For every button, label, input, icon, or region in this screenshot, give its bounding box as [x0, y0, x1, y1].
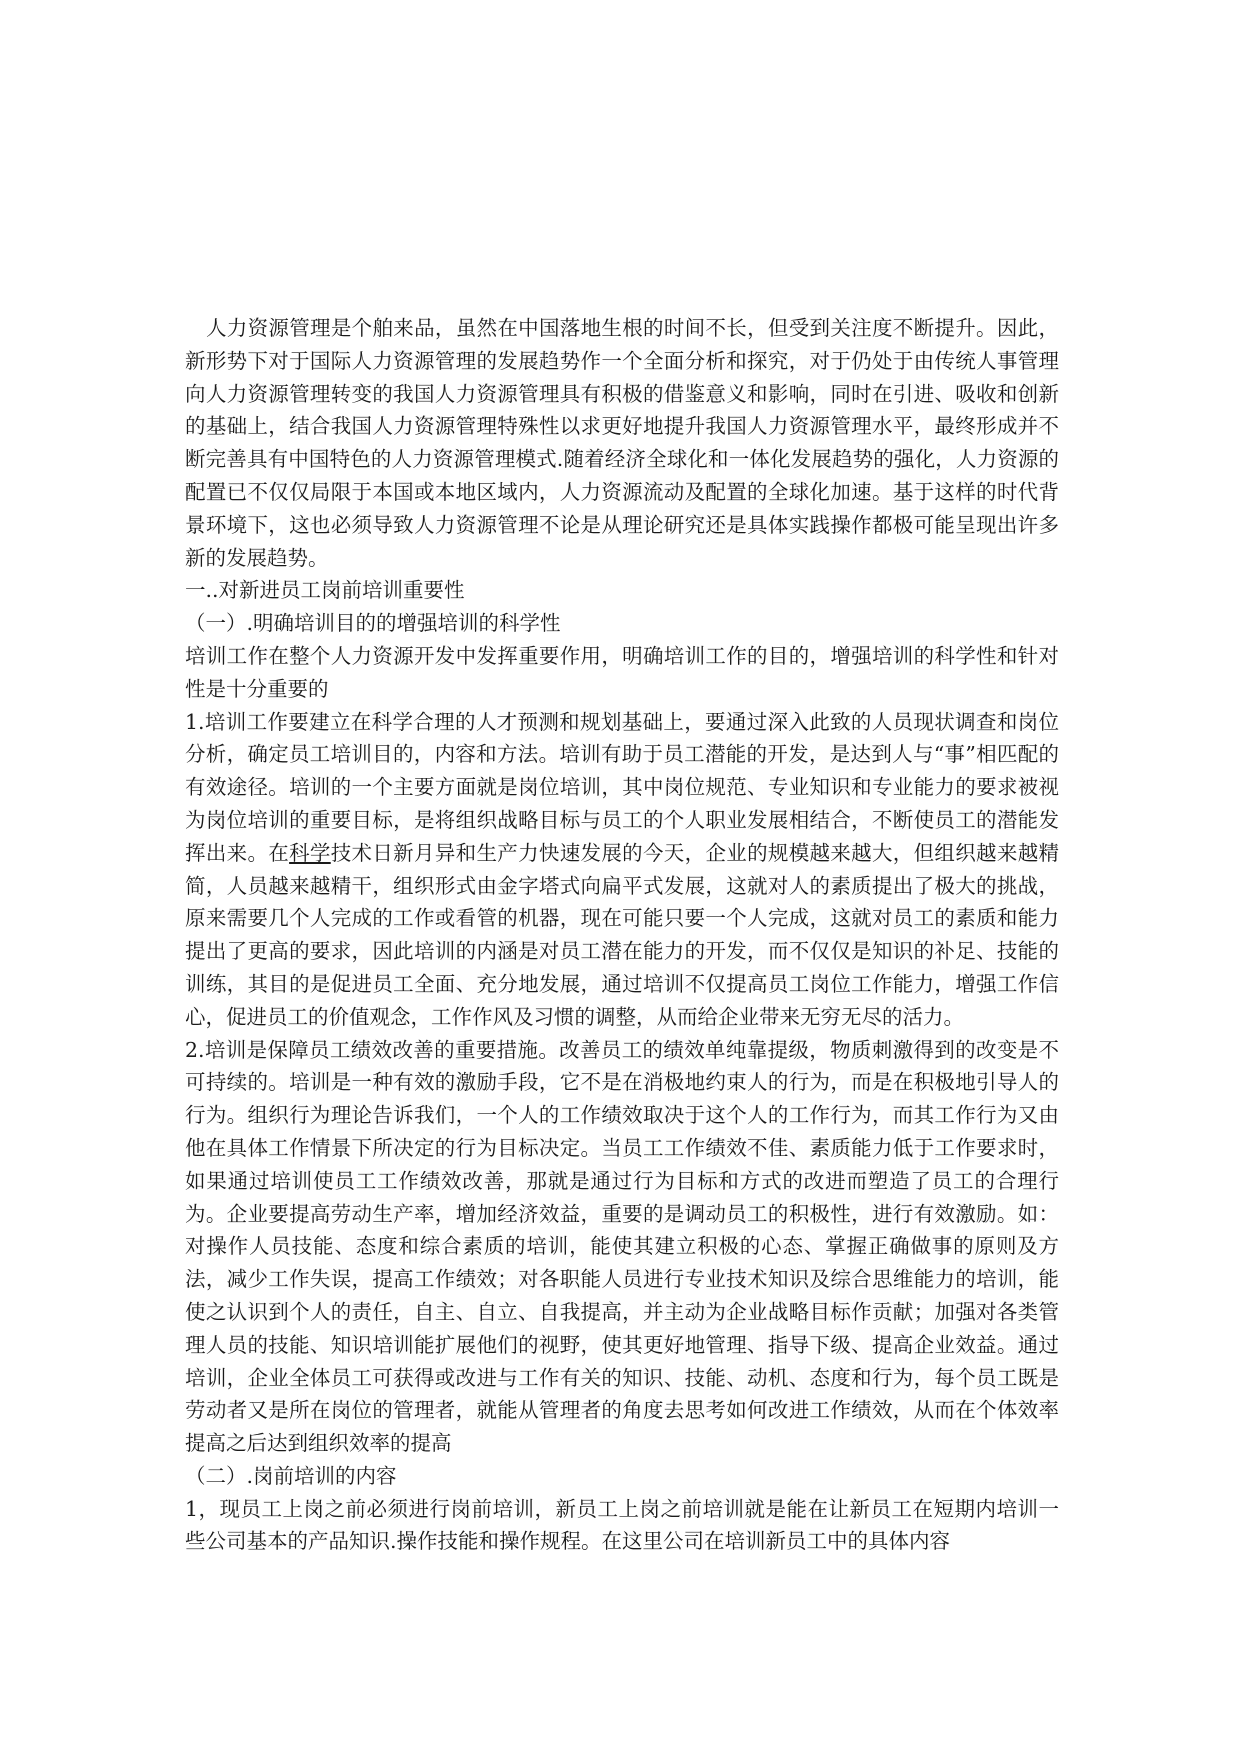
list-item-3: 1，现员工上岗之前必须进行岗前培训，新员工上岗之前培训就是能在让新员工在短期内培训一些公司基本的产品知识.操作技能和操作规程。在这里公司在培训新员工中的具体内容: [185, 1496, 1059, 1554]
list-item-1: [185, 706, 1059, 1034]
section-heading-1: 一..对新进员工岗前培训重要性: [185, 578, 465, 603]
subsection-heading-1: （一）.明确培训目的的增强培训的科学性: [185, 611, 561, 636]
list-item-2: 2.培训是保障员工绩效改善的重要措施。改善员工的绩效单纯靠提级，物质刺激得到的改变是不可持续的。培训是一种有效的激励手段，它不是在消极地约束人的行为，而是在积极地引导人的行为。组织行为理论告诉我们，一个人的工作绩效取决于这个人的工作行为，而其工作行为又由他在具体工作情景下所决定的行为目标决定。当员工工作绩效不佳、素质能力低于工作要求时，如果通过培训使员工工作绩效改善，那就是通过行为目标和方式的改进而塑造了员工的合理行为。企业要提高劳动生产率，增加经济效益，重要的是调动员工的积极性，进行有效激励。如：对操作人员技能、态度和综合素质的培训，能使其建立积极的心态、掌握正确做事的原则及方法，减少工作失误，提高工作绩效；对各职能人员进行专业技术知识及综合思维能力的培训，能使之认识到个人的责任，自主、自立、自我提高，并主动为企业战略目标作贡献；加强对各类管理人员的技能、知识培训能扩展他们的视野，使其更好地管理、指导下级、提高企业效益。通过培训，企业全体员工可获得或改进与工作有关的知识、技能、动机、态度和行为，每个员工既是劳动者又是所在岗位的管理者，就能从管理者的角度去思考如何改进工作绩效，从而在个体效率提高之后达到组织效率的提高: [185, 1037, 1059, 1456]
paragraph-training-purpose: 培训工作在整个人力资源开发中发挥重要作用，明确培训工作的目的，增强培训的科学性和针对性是十分重要的: [185, 643, 1059, 701]
document-page: [185, 312, 1059, 1558]
list-item-1-text-b: 技术日新月异和生产力快速发展的今天，企业的规模越来越大，但组织越来越精简，人员越来越精干，组织形式由金字塔式向扁平式发展，这就对人的素质提出了极大的挑战，原来需要几个人完成的工作或看管的机器，现在可能只要一个人完成，这就对员工的素质和能力提出了更高的要求，因此培训的内涵是对员工潜在能力的开发，而不仅仅是知识的补足、技能的训练，其目的是促进员工全面、充分地发展，通过培训不仅提高员工岗位工作能力，增强工作信心，促进员工的价值观念，工作作风及习惯的调整，从而给企业带来无穷无尽的活力。: [185, 840, 1060, 1029]
subsection-heading-2: （二）.岗前培训的内容: [185, 1463, 397, 1488]
intro-paragraph: 人力资源管理是个舶来品，虽然在中国落地生根的时间不长，但受到关注度不断提升。因此，新形势下对于国际人力资源管理的发展趋势作一个全面分析和探究，对于仍处于由传统人事管理向人力资源管理转变的我国人力资源管理具有积极的借鉴意义和影响，同时在引进、吸收和创新的基础上，结合我国人力资源管理特殊性以求更好地提升我国人力资源管理水平，最终形成并不断完善具有中国特色的人力资源管理模式.随着经济全球化和一体化发展趋势的强化，人力资源的配置已不仅仅局限于本国或本地区域内，人力资源流动及配置的全球化加速。基于这样的时代背景环境下，这也必须导致人力资源管理不论是从理论研究还是具体实践操作都极可能呈现出许多新的发展趋势。: [185, 316, 1059, 570]
list-item-1-text-a: 1.培训工作要建立在科学合理的人才预测和规划基础上，要通过深入此致的人员现状调查和岗位分析，确定员工培训目的，内容和方法。培训有助于员工潜能的开发，是达到人与“事”相匹配的有效途径。培训的一个主要方面就是岗位培训，其中岗位规范、专业知识和专业能力的要求被视为岗位培训的重要目标，是将组织战略目标与员工的个人职业发展相结合，不断使员工的潜能发挥出来。在: [185, 709, 1059, 865]
science-link[interactable]: 科学: [289, 840, 331, 865]
